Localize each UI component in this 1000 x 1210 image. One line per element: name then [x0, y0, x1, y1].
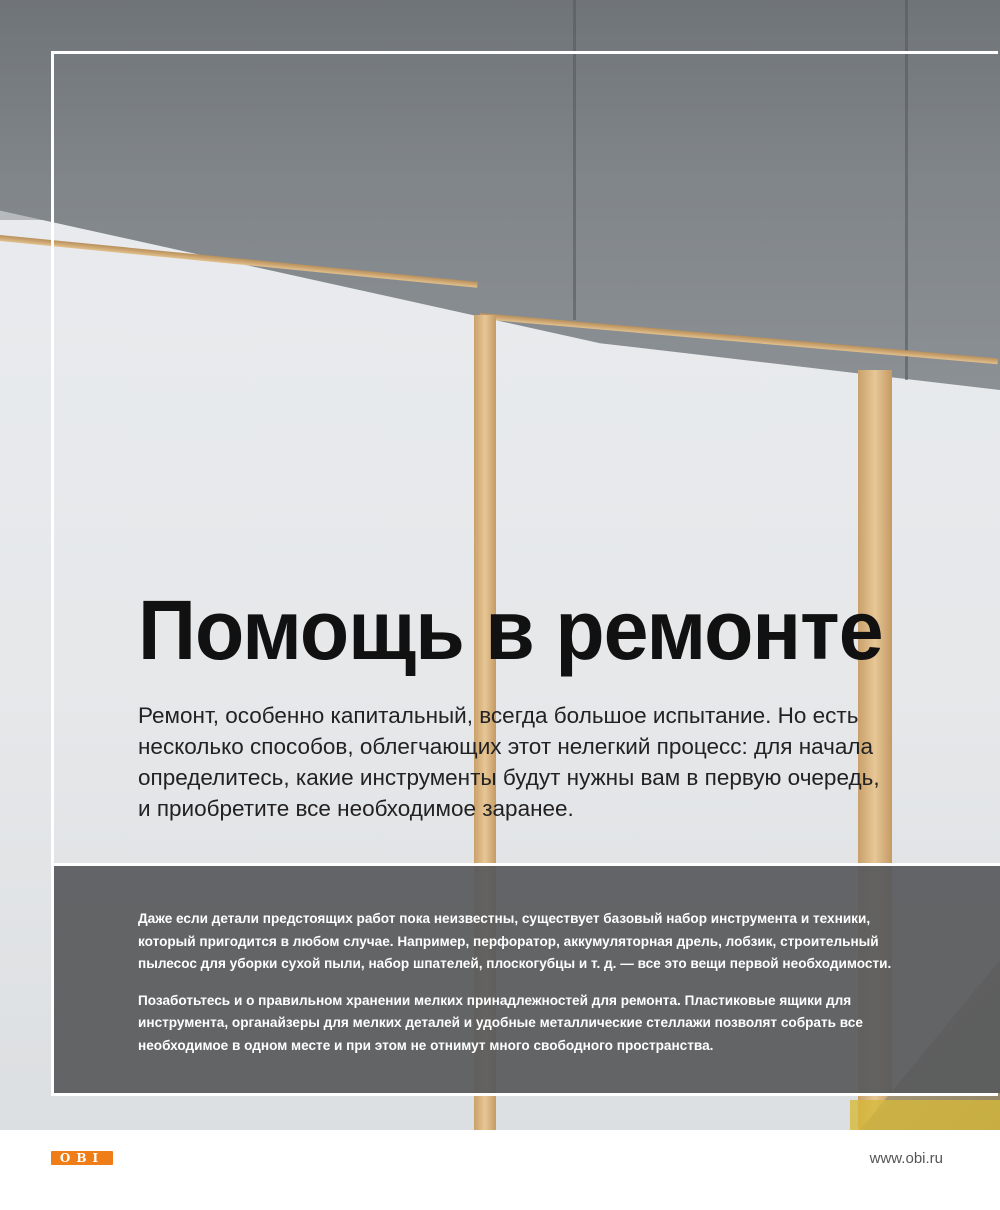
intro-line: Ремонт, особенно капитальный, всегда большое испытание. Но есть — [138, 703, 859, 728]
intro-text — [138, 700, 878, 824]
intro-line: и приобретите все необходимое заранее. — [138, 796, 574, 821]
info-line: пылесос для уборки сухой пыли, набор шпателей, плоскогубцы и т. д. — все это вещи первой необходимости. — [138, 956, 892, 971]
footer — [0, 1130, 1000, 1210]
info-line: необходимое в одном месте и при этом не отнимут много свободного пространства. — [138, 1037, 714, 1053]
intro-line: несколько способов, облегчающих этот нелегкий процесс: для начала — [138, 734, 874, 759]
info-line: Даже если детали предстоящих работ пока неизвестны, существует базовый набор инструмента и техники, — [138, 911, 871, 926]
info-line: который пригодится в любом случае. Например, перфоратор, аккумуляторная дрель, лобзик, строительный — [138, 933, 879, 949]
website-link[interactable]: www.obi.ru — [869, 1150, 943, 1167]
info-line: инструмента, органайзеры для мелких деталей и удобные металлические стеллажи позволят собрать все — [138, 1015, 863, 1030]
photo-yellow-object — [850, 1100, 1000, 1130]
intro-line: определитесь, какие инструменты будут нужны вам в первую очередь, — [138, 765, 880, 790]
info-paragraph-basic-tools — [138, 908, 978, 976]
info-box-text — [138, 908, 978, 1071]
info-line: Позаботьтесь и о правильном хранении мелких принадлежностей для ремонта. Пластиковые ящики для — [138, 992, 852, 1008]
page-title: Помощь в ремонте — [138, 583, 883, 677]
info-paragraph-storage — [138, 990, 978, 1058]
obi-logo[interactable]: OBI — [51, 1151, 113, 1165]
